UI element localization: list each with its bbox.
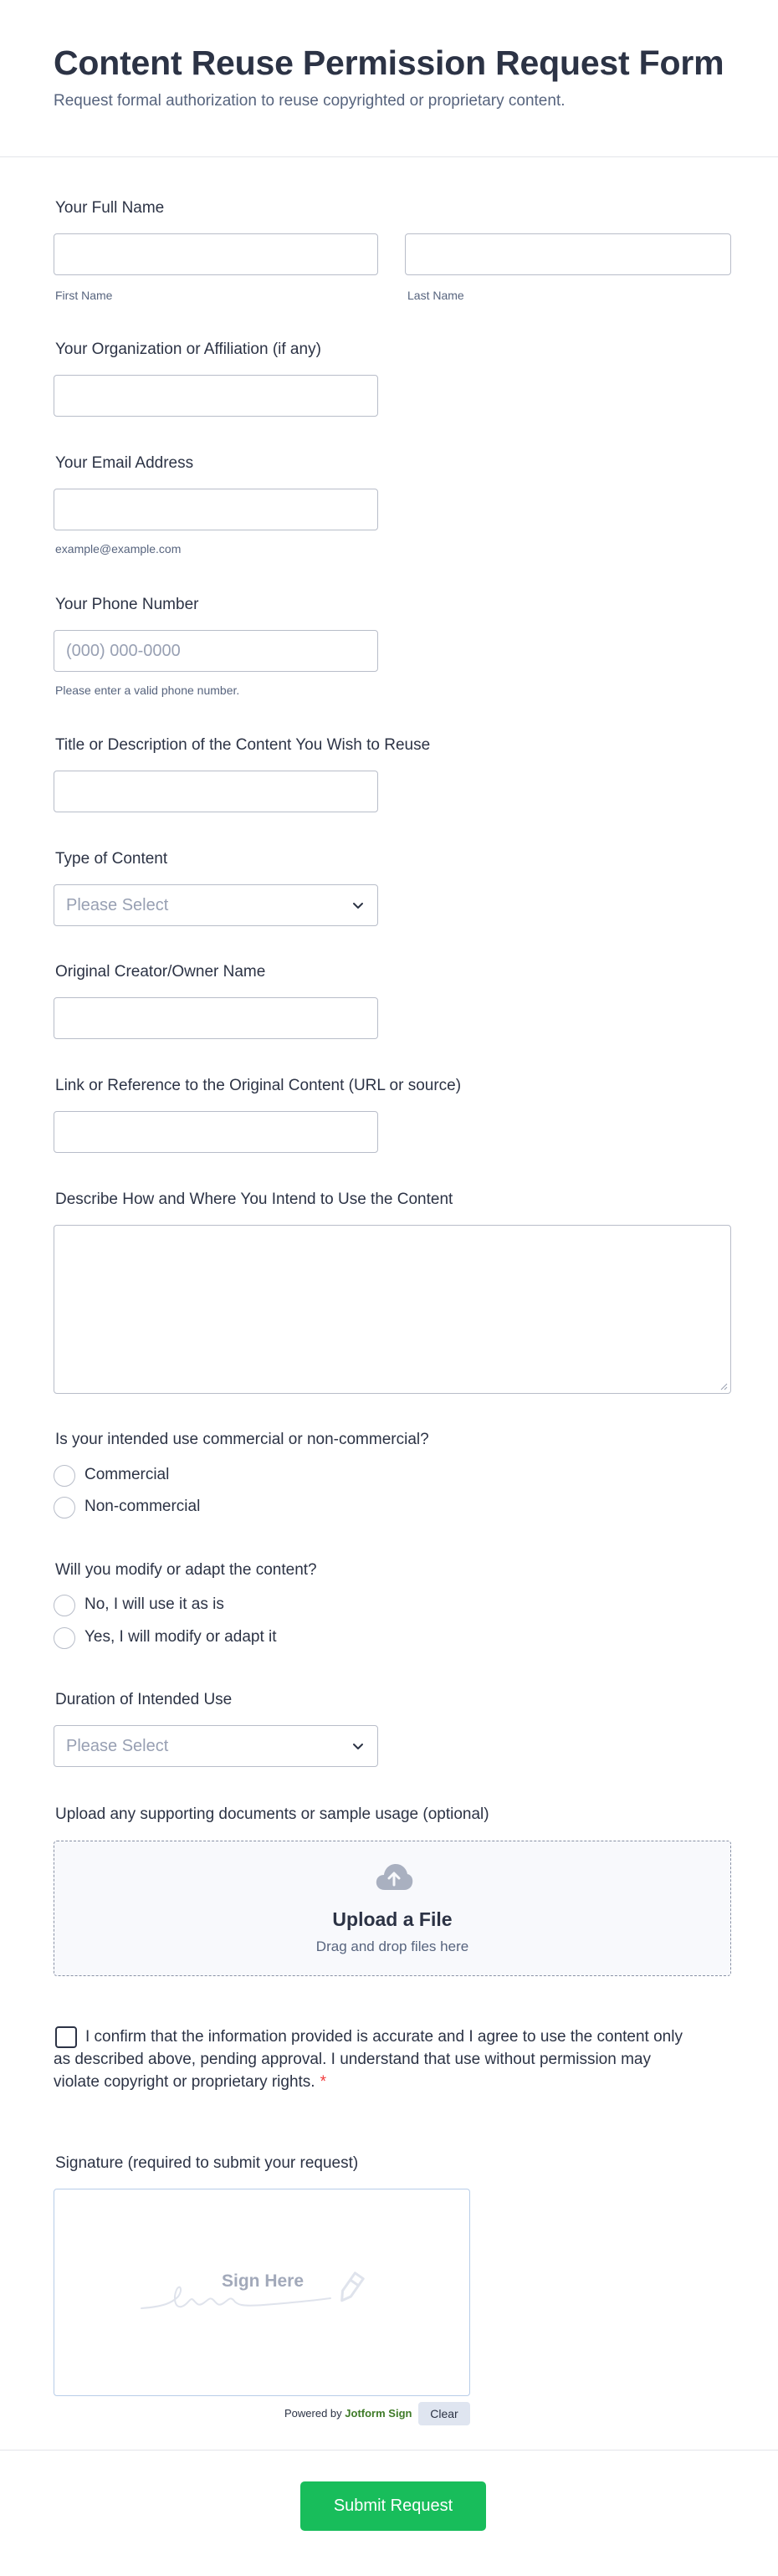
cloud-upload-icon — [374, 1862, 414, 1892]
content-title-input[interactable] — [54, 771, 378, 812]
duration-label: Duration of Intended Use — [55, 1691, 233, 1708]
duration-placeholder: Please Select — [66, 1737, 169, 1755]
required-asterisk: * — [320, 2073, 326, 2091]
signature-label: Signature (required to submit your request) — [55, 2154, 359, 2172]
phone-sublabel: Please enter a valid phone number. — [55, 684, 240, 697]
signature-pad[interactable] — [54, 2189, 470, 2396]
page-subtitle: Request formal authorization to reuse copyrighted or proprietary content. — [54, 92, 566, 110]
commercial-option-label[interactable]: Commercial — [84, 1466, 170, 1483]
no-modify-radio[interactable] — [54, 1595, 75, 1616]
resize-grip-icon[interactable] — [719, 1382, 728, 1390]
yes-modify-option-label[interactable]: Yes, I will modify or adapt it — [84, 1628, 277, 1646]
phone-label: Your Phone Number — [55, 596, 199, 613]
upload-subtitle: Drag and drop files here — [315, 1938, 469, 1954]
consent-label[interactable] — [54, 2025, 689, 2093]
page-title: Content Reuse Permission Request Form — [54, 44, 724, 82]
no-modify-option-label[interactable]: No, I will use it as is — [84, 1595, 224, 1613]
clear-signature-button[interactable]: Clear — [418, 2402, 470, 2425]
content-type-placeholder: Please Select — [66, 896, 169, 914]
content-type-label: Type of Content — [55, 850, 168, 868]
powered-brand[interactable]: Jotform Sign — [345, 2407, 412, 2420]
phone-input[interactable]: (000) 000-0000 — [54, 630, 378, 672]
powered-prefix: Powered by — [284, 2407, 342, 2420]
commercial-label: Is your intended use commercial or non-commercial? — [55, 1431, 429, 1448]
email-input[interactable] — [54, 489, 378, 530]
email-label: Your Email Address — [55, 454, 194, 472]
footer-divider — [0, 2450, 778, 2451]
powered-by — [284, 2407, 412, 2420]
full-name-label: Your Full Name — [55, 199, 165, 217]
usage-label: Describe How and Where You Intend to Use the Content — [55, 1191, 453, 1208]
last-name-sublabel: Last Name — [407, 289, 464, 302]
signature-placeholder: Sign Here — [222, 2271, 305, 2291]
creator-label: Original Creator/Owner Name — [55, 963, 266, 981]
organization-label: Your Organization or Affiliation (if any) — [55, 341, 321, 358]
link-label: Link or Reference to the Original Content (URL or source) — [55, 1077, 462, 1094]
form-header — [0, 0, 778, 157]
creator-input[interactable] — [54, 997, 378, 1039]
submit-button[interactable]: Submit Request — [300, 2481, 486, 2531]
consent-text: I confirm that the information provided is accurate and I agree to use the content only as described above, pending approval. I understand that use without permission may violate copyright or proprietary rights. — [54, 2028, 683, 2091]
upload-title: Upload a File — [332, 1908, 453, 1930]
last-name-input[interactable] — [405, 233, 731, 275]
modify-label: Will you modify or adapt the content? — [55, 1561, 317, 1579]
content-title-label: Title or Description of the Content You Wish to Reuse — [55, 736, 431, 754]
chevron-down-icon — [351, 1739, 366, 1754]
yes-modify-radio[interactable] — [54, 1627, 75, 1649]
usage-textarea[interactable] — [54, 1225, 731, 1394]
first-name-input[interactable] — [54, 233, 378, 275]
non-commercial-option-label[interactable]: Non-commercial — [84, 1498, 201, 1515]
non-commercial-radio[interactable] — [54, 1497, 75, 1518]
content-type-select[interactable] — [54, 884, 378, 926]
duration-select[interactable] — [54, 1725, 378, 1767]
first-name-sublabel: First Name — [55, 289, 113, 302]
organization-input[interactable] — [54, 375, 378, 417]
email-sublabel: example@example.com — [55, 542, 182, 556]
link-input[interactable] — [54, 1111, 378, 1153]
commercial-radio[interactable] — [54, 1465, 75, 1487]
chevron-down-icon — [351, 898, 366, 913]
file-upload-dropzone[interactable] — [54, 1841, 731, 1976]
upload-label: Upload any supporting documents or sample usage (optional) — [55, 1805, 489, 1823]
